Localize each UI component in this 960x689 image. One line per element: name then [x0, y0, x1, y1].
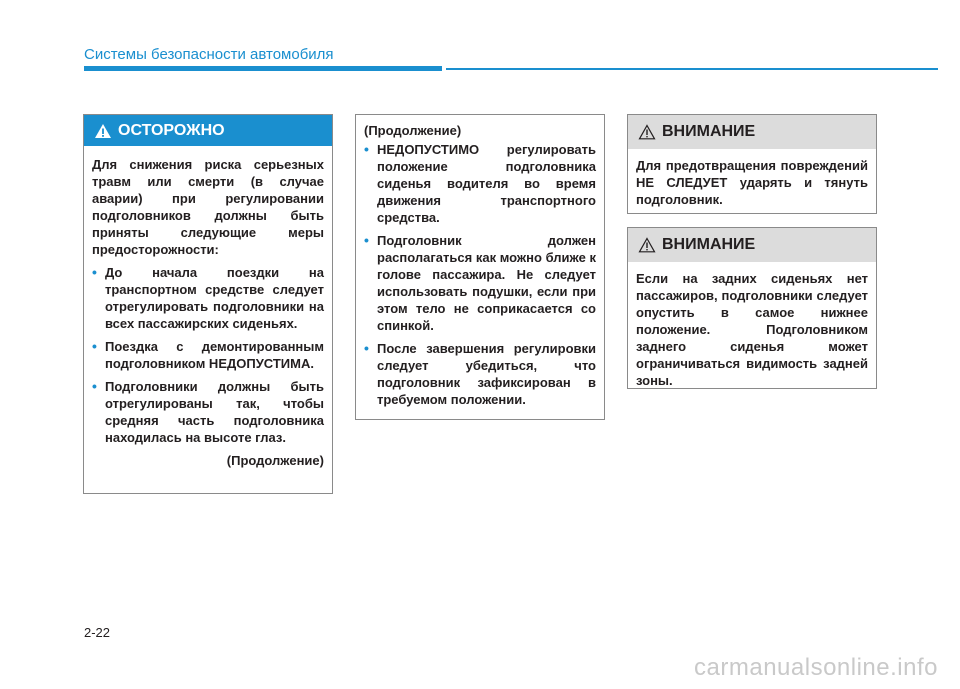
header-rule-thick	[84, 66, 442, 71]
warning-triangle-icon	[638, 124, 656, 140]
list-item: • После завершения регулировки следует убедиться, что подголовник зафиксирован в требуемом положении.	[364, 340, 596, 408]
warning-intro: Для снижения риска серьезных травм или смерти (в случае аварии) при регулировании подголовников должны быть приняты следующие меры предосторожности:	[92, 157, 324, 257]
list-item: • Подголовник должен располагаться как можно ближе к голове пассажира. Не следует использовать подушки, если при этом тело не соприкасается со спинкой.	[364, 232, 596, 334]
page-number: 2-22	[84, 625, 111, 640]
warning-triangle-icon	[94, 123, 112, 139]
continued-box	[355, 114, 605, 420]
continued-box-title: (Продолжение)	[364, 123, 462, 138]
notice-box-1-body	[628, 149, 876, 216]
warning-box-header	[84, 115, 332, 146]
warning-bullet-list	[92, 264, 324, 446]
list-item: • Поездка с демонтированным подголовником НЕДОПУСТИМА.	[92, 338, 324, 372]
warning-box-title: ОСТОРОЖНО	[118, 121, 225, 139]
continued-box-body	[356, 115, 604, 422]
notice-box-2-header	[628, 228, 876, 262]
warning-triangle-icon	[638, 237, 656, 253]
continued-bullet-list	[364, 141, 596, 408]
watermark: carmanualsonline.info	[694, 654, 938, 681]
list-item: • Подголовники должны быть отрегулированы так, чтобы средняя часть подголовника находилась на высоте глаз.	[92, 378, 324, 446]
section-title: Системы безопасности автомобиля	[84, 46, 334, 63]
notice-box-1	[627, 114, 877, 214]
notice-box-1-text: Для предотвращения повреждений НЕ СЛЕДУЕТ ударять и тянуть подголовник.	[636, 158, 868, 207]
list-item: • До начала поездки на транспортном средстве следует отрегулировать подголовники на всех пассажирских сиденьях.	[92, 264, 324, 332]
notice-box-1-header	[628, 115, 876, 149]
notice-box-1-title: ВНИМАНИЕ	[662, 123, 756, 140]
notice-box-2	[627, 227, 877, 389]
continued-label: (Продолжение)	[226, 453, 324, 468]
warning-box	[83, 114, 333, 494]
notice-box-2-title: ВНИМАНИЕ	[662, 236, 756, 253]
list-item: • НЕДОПУСТИМО регулировать положение подголовника сиденья водителя во время движения транспортного средства.	[364, 141, 596, 226]
header-rule-thin	[446, 68, 938, 70]
notice-box-2-body	[628, 262, 876, 397]
warning-box-body	[84, 146, 332, 477]
notice-box-2-text: Если на задних сиденьях нет пассажиров, подголовники следует опустить в самое нижнее положение. Подголовником заднего сиденья может ограничиваться видимость задней зоны.	[636, 271, 868, 388]
